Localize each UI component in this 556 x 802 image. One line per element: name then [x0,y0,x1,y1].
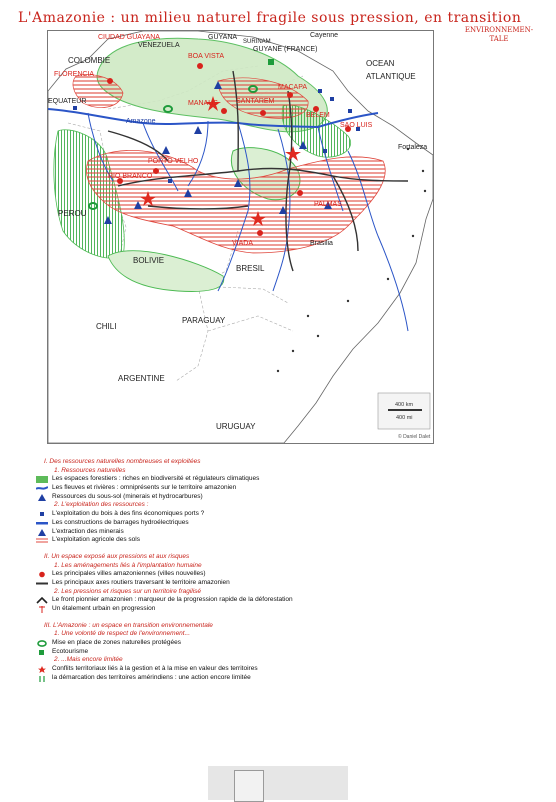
label-venezuela: VENEZUELA [138,42,180,49]
label-bolivie: BOLIVIE [133,256,165,265]
ecotourism-symbol [268,59,274,65]
thumbnail-icon [234,770,264,802]
label-guyana: GUYANA [208,34,238,41]
legend-wood: L'exploitation du bois à des fins économiques ports ? [36,510,336,519]
label-guyane: GUYANE (FRANCE) [253,46,318,53]
page-subtitle: ENVIRONNEMEN-TALE [464,26,534,43]
label-equateur: EQUATEUR [48,98,87,105]
label-paraguay: PARAGUAY [182,316,226,325]
legend-subsection-3a: 1. Une volonté de respect de l'environnement... [54,630,191,638]
label-chili: CHILI [96,322,117,331]
scale-mi: 400 mi [396,415,413,421]
map-legend [36,458,336,683]
legend-agriculture: L'exploitation agricole des sols [52,536,140,544]
label-uruguay: URUGUAY [216,422,256,431]
legend-subsoil: Ressources du sous-sol (minerais et hydrocarbures) [36,493,336,502]
label-colombie: COLOMBIE [68,56,111,65]
legend-section-1: I. Des ressources naturelles nombreuses et exploitées [44,458,201,465]
label-fortaleza: Fortaleza [398,144,428,151]
label-perou: PEROU [58,209,87,218]
label-santarem: SANTAREM [236,98,275,105]
label-macapa: MACAPA [278,84,308,91]
label-ciudad-guayana: CIUDAD GUAYANA [98,34,160,41]
label-atlantique: ATLANTIQUE [366,72,416,81]
label-palmas: PALMAS [314,201,342,208]
bottom-thumbnail-bar [208,766,348,800]
legend-rivers: Les fleuves et rivières : omniprésents sur le territoire amazonien [36,484,336,493]
map-copyright: © Daniel Dalet [398,434,431,440]
legend-subsection-2a: 1. Les aménagements liés à l'implantation humaine [54,561,202,569]
legend-conflicts: Conflits territoriaux liés à la gestion et à la mise en valeur des territoires [36,665,336,674]
legend-protected-zones: Mise en place de zones naturelles protégées [36,639,336,648]
label-bresil: BRESIL [236,264,265,273]
legend-subsection-3b: 2. ...Mais encore limitée [54,656,123,664]
label-porto-velho: PORTO VELHO [148,158,199,165]
label-amazone: Amazone [126,118,156,125]
legend-dams: Les constructions de barrages hydroélectriques [36,519,336,528]
legend-ecotourism: Ecotourisme [36,648,336,657]
legend-subsection-2b: 2. Les pressions et risques sur un territoire fragilisé [54,587,202,595]
label-brasilia: Brasilia [310,240,333,247]
label-boa-vista: BOA VISTA [188,53,225,60]
legend-pioneer-front: Le front pionnier amazonien : marqueur de la progression rapide de la déforestation [36,596,336,605]
label-cayenne: Cayenne [310,32,339,39]
label-ocean: OCEAN [366,59,395,68]
label-sao-luis: SAO LUIS [340,122,373,129]
label-florencia: FLORENCIA [54,71,95,78]
page-title: L'Amazonie : un milieu naturel fragile sous pression, en transition [18,10,522,26]
legend-urban-sprawl: Un étalement urbain en progression [52,605,156,612]
amazon-map [48,31,433,443]
legend-mining: L'extraction des minerais [36,528,336,537]
legend-subsection-1a: 1. Ressources naturelles [54,466,126,474]
scale-km: 400 km [395,402,414,408]
legend-roads: Les principaux axes routiers traversant le territoire amazonien [36,579,336,588]
label-viada: VIADA [232,240,254,247]
legend-subsection-1b: 2. L'exploitation des ressources : [54,501,149,509]
legend-section-2: II. Un espace exposé aux pressions et aux risques [44,552,190,560]
label-belem: BELEM [306,112,330,119]
legend-forest: Les espaces forestiers : riches en biodiversité et régulateurs climatiques [36,475,336,484]
label-rio-branco: RIO BRANCO [108,173,153,180]
legend-section-3: III. L'Amazonie : un espace en transition environnementale [44,621,213,629]
label-manaus: MANAUS [188,100,218,107]
legend-cities: Les principales villes amazoniennes (villes nouvelles) [36,570,336,579]
label-surinam: SURINAM [243,39,271,45]
label-argentine: ARGENTINE [118,374,165,383]
legend-amerindian: la démarcation des territoires amérindiens : une action encore limitée [52,673,251,681]
map-frame [47,30,434,444]
